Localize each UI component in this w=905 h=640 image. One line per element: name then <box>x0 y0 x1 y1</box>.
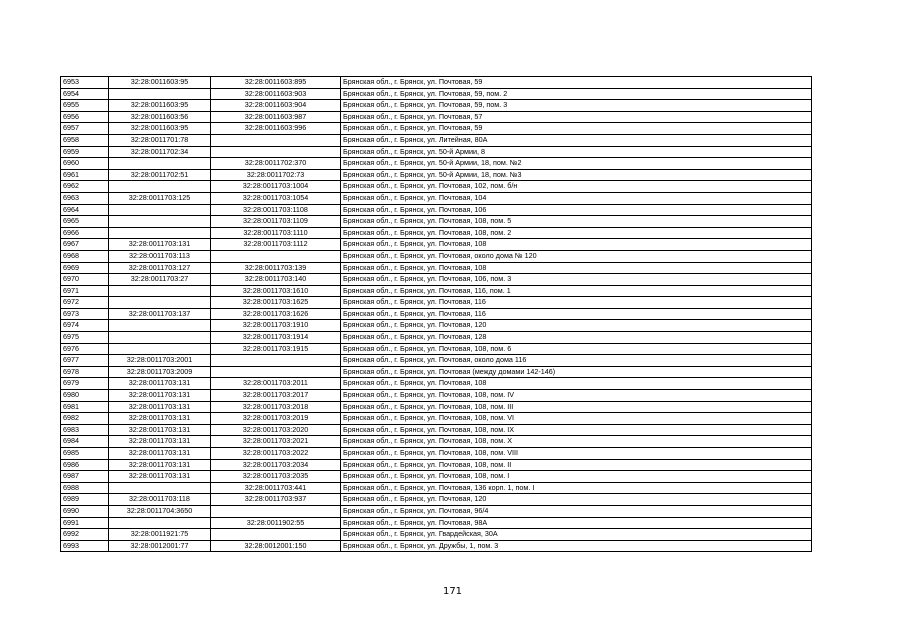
row-number-cell: 6964 <box>61 204 109 216</box>
object-cadastral-number-cell: 32:28:0011703:2034 <box>211 459 341 471</box>
row-number-cell: 6956 <box>61 111 109 123</box>
table-row <box>61 355 812 367</box>
row-number-cell: 6974 <box>61 320 109 332</box>
object-cadastral-number-cell: 32:28:0011703:2021 <box>211 436 341 448</box>
row-number-cell: 6969 <box>61 262 109 274</box>
land-cadastral-number-cell <box>109 227 211 239</box>
address-cell: Брянская обл., г. Брянск, ул. Дружбы, 1, пом. 3 <box>341 540 812 552</box>
address-cell: Брянская обл., г. Брянск, ул. Почтовая, 108, пом. VIII <box>341 448 812 460</box>
table-row <box>61 517 812 529</box>
address-cell: Брянская обл., г. Брянск, ул. Почтовая, 120 <box>341 494 812 506</box>
row-number-cell: 6991 <box>61 517 109 529</box>
row-number-cell: 6989 <box>61 494 109 506</box>
table-row <box>61 250 812 262</box>
row-number-cell: 6985 <box>61 448 109 460</box>
address-cell: Брянская обл., г. Брянск, ул. Почтовая, 108, пом. II <box>341 459 812 471</box>
table-row <box>61 134 812 146</box>
object-cadastral-number-cell: 32:28:0011703:1054 <box>211 192 341 204</box>
land-cadastral-number-cell: 32:28:0011603:95 <box>109 77 211 89</box>
table-row <box>61 413 812 425</box>
row-number-cell: 6988 <box>61 482 109 494</box>
address-cell: Брянская обл., г. Брянск, ул. Почтовая, 106, пом. 3 <box>341 274 812 286</box>
table-row <box>61 471 812 483</box>
row-number-cell: 6955 <box>61 100 109 112</box>
land-cadastral-number-cell <box>109 216 211 228</box>
address-cell: Брянская обл., г. Брянск, ул. Почтовая, 108, пом. X <box>341 436 812 448</box>
row-number-cell: 6990 <box>61 505 109 517</box>
object-cadastral-number-cell: 32:28:0011703:2011 <box>211 378 341 390</box>
row-number-cell: 6965 <box>61 216 109 228</box>
row-number-cell: 6975 <box>61 332 109 344</box>
address-cell: Брянская обл., г. Брянск, ул. Почтовая, 98А <box>341 517 812 529</box>
land-cadastral-number-cell <box>109 517 211 529</box>
address-cell: Брянская обл., г. Брянск, ул. Почтовая, 104 <box>341 192 812 204</box>
land-cadastral-number-cell <box>109 204 211 216</box>
object-cadastral-number-cell: 32:28:0011703:1910 <box>211 320 341 332</box>
row-number-cell: 6980 <box>61 390 109 402</box>
table-row <box>61 158 812 170</box>
land-cadastral-number-cell: 32:28:0011603:95 <box>109 100 211 112</box>
object-cadastral-number-cell: 32:28:0011703:441 <box>211 482 341 494</box>
row-number-cell: 6971 <box>61 285 109 297</box>
land-cadastral-number-cell <box>109 320 211 332</box>
row-number-cell: 6993 <box>61 540 109 552</box>
table-row <box>61 146 812 158</box>
row-number-cell: 6992 <box>61 529 109 541</box>
land-cadastral-number-cell: 32:28:0011703:127 <box>109 262 211 274</box>
row-number-cell: 6966 <box>61 227 109 239</box>
table-body <box>61 77 812 552</box>
row-number-cell: 6961 <box>61 169 109 181</box>
address-cell: Брянская обл., г. Брянск, ул. Почтовая, около дома № 120 <box>341 250 812 262</box>
land-cadastral-number-cell: 32:28:0011701:78 <box>109 134 211 146</box>
object-cadastral-number-cell: 32:28:0011703:139 <box>211 262 341 274</box>
object-cadastral-number-cell: 32:28:0011703:1915 <box>211 343 341 355</box>
object-cadastral-number-cell <box>211 366 341 378</box>
land-cadastral-number-cell: 32:28:0011703:27 <box>109 274 211 286</box>
address-cell: Брянская обл., г. Брянск, ул. Почтовая, 108, пом. I <box>341 471 812 483</box>
land-cadastral-number-cell <box>109 88 211 100</box>
row-number-cell: 6972 <box>61 297 109 309</box>
object-cadastral-number-cell <box>211 134 341 146</box>
table-row <box>61 181 812 193</box>
object-cadastral-number-cell: 32:28:0011703:2022 <box>211 448 341 460</box>
table-row <box>61 320 812 332</box>
object-cadastral-number-cell: 32:28:0011703:140 <box>211 274 341 286</box>
address-cell: Брянская обл., г. Брянск, ул. Почтовая, 108, пом. 2 <box>341 227 812 239</box>
land-cadastral-number-cell: 32:28:0011703:131 <box>109 436 211 448</box>
table-row <box>61 378 812 390</box>
table-row <box>61 274 812 286</box>
table-row <box>61 448 812 460</box>
table-row <box>61 529 812 541</box>
object-cadastral-number-cell: 32:28:0012001:150 <box>211 540 341 552</box>
table-row <box>61 505 812 517</box>
address-cell: Брянская обл., г. Брянск, ул. Почтовая, 59, пом. 3 <box>341 100 812 112</box>
table-row <box>61 169 812 181</box>
row-number-cell: 6954 <box>61 88 109 100</box>
table-row <box>61 390 812 402</box>
address-cell: Брянская обл., г. Брянск, ул. Почтовая, 108, пом. 5 <box>341 216 812 228</box>
object-cadastral-number-cell: 32:28:0011703:2018 <box>211 401 341 413</box>
object-cadastral-number-cell: 32:28:0011603:904 <box>211 100 341 112</box>
land-cadastral-number-cell: 32:28:0011703:131 <box>109 448 211 460</box>
table-row <box>61 111 812 123</box>
table-row <box>61 88 812 100</box>
table-row <box>61 216 812 228</box>
table-row <box>61 123 812 135</box>
table-row <box>61 204 812 216</box>
table-row <box>61 540 812 552</box>
address-cell: Брянская обл., г. Брянск, ул. Почтовая, 102, пом. б/н <box>341 181 812 193</box>
address-cell: Брянская обл., г. Брянск, ул. Почтовая, 108, пом. 6 <box>341 343 812 355</box>
land-cadastral-number-cell: 32:28:0011702:34 <box>109 146 211 158</box>
address-cell: Брянская обл., г. Брянск, ул. Почтовая, около дома 116 <box>341 355 812 367</box>
row-number-cell: 6981 <box>61 401 109 413</box>
page-number: 171 <box>442 586 463 597</box>
address-cell: Брянская обл., г. Брянск, ул. Почтовая, 116 <box>341 308 812 320</box>
address-cell: Брянская обл., г. Брянск, ул. Почтовая, 108 <box>341 378 812 390</box>
row-number-cell: 6970 <box>61 274 109 286</box>
row-number-cell: 6979 <box>61 378 109 390</box>
address-cell: Брянская обл., г. Брянск, ул. Почтовая, 106 <box>341 204 812 216</box>
address-cell: Брянская обл., г. Брянск, ул. Почтовая, 59 <box>341 123 812 135</box>
land-cadastral-number-cell: 32:28:0011703:125 <box>109 192 211 204</box>
table-row <box>61 285 812 297</box>
object-cadastral-number-cell: 32:28:0011603:987 <box>211 111 341 123</box>
address-cell: Брянская обл., г. Брянск, ул. Почтовая, 108 <box>341 239 812 251</box>
object-cadastral-number-cell: 32:28:0011703:2019 <box>211 413 341 425</box>
address-cell: Брянская обл., г. Брянск, ул. Почтовая, 128 <box>341 332 812 344</box>
row-number-cell: 6982 <box>61 413 109 425</box>
row-number-cell: 6976 <box>61 343 109 355</box>
land-cadastral-number-cell <box>109 285 211 297</box>
land-cadastral-number-cell: 32:28:0011703:118 <box>109 494 211 506</box>
object-cadastral-number-cell: 32:28:0011702:73 <box>211 169 341 181</box>
object-cadastral-number-cell: 32:28:0011703:2020 <box>211 424 341 436</box>
land-cadastral-number-cell <box>109 343 211 355</box>
row-number-cell: 6978 <box>61 366 109 378</box>
object-cadastral-number-cell: 32:28:0011703:1914 <box>211 332 341 344</box>
row-number-cell: 6968 <box>61 250 109 262</box>
object-cadastral-number-cell: 32:28:0011703:1109 <box>211 216 341 228</box>
object-cadastral-number-cell: 32:28:0011703:1004 <box>211 181 341 193</box>
address-cell: Брянская обл., г. Брянск, ул. 50-й Армии, 18, пом. №2 <box>341 158 812 170</box>
object-cadastral-number-cell <box>211 250 341 262</box>
land-cadastral-number-cell: 32:28:0011704:3650 <box>109 505 211 517</box>
land-cadastral-number-cell: 32:28:0011703:131 <box>109 401 211 413</box>
table-row <box>61 100 812 112</box>
table-row <box>61 494 812 506</box>
object-cadastral-number-cell: 32:28:0011703:1110 <box>211 227 341 239</box>
row-number-cell: 6984 <box>61 436 109 448</box>
address-cell: Брянская обл., г. Брянск, ул. Почтовая, 108, пом. IX <box>341 424 812 436</box>
object-cadastral-number-cell: 32:28:0011603:996 <box>211 123 341 135</box>
table-row <box>61 297 812 309</box>
object-cadastral-number-cell <box>211 529 341 541</box>
land-cadastral-number-cell: 32:28:0011921:75 <box>109 529 211 541</box>
address-cell: Брянская обл., г. Брянск, ул. Почтовая, 120 <box>341 320 812 332</box>
address-cell: Брянская обл., г. Брянск, ул. Почтовая, 108, пом. III <box>341 401 812 413</box>
row-number-cell: 6958 <box>61 134 109 146</box>
table-row <box>61 401 812 413</box>
land-cadastral-number-cell: 32:28:0011703:131 <box>109 471 211 483</box>
row-number-cell: 6959 <box>61 146 109 158</box>
address-cell: Брянская обл., г. Брянск, ул. Почтовая, 96/4 <box>341 505 812 517</box>
object-cadastral-number-cell: 32:28:0011902:55 <box>211 517 341 529</box>
row-number-cell: 6973 <box>61 308 109 320</box>
address-cell: Брянская обл., г. Брянск, ул. Почтовая, 108, пом. VI <box>341 413 812 425</box>
land-cadastral-number-cell: 32:28:0011603:56 <box>109 111 211 123</box>
row-number-cell: 6977 <box>61 355 109 367</box>
property-table <box>60 76 812 552</box>
land-cadastral-number-cell: 32:28:0011703:131 <box>109 459 211 471</box>
table-row <box>61 308 812 320</box>
land-cadastral-number-cell <box>109 181 211 193</box>
row-number-cell: 6953 <box>61 77 109 89</box>
object-cadastral-number-cell: 32:28:0011703:937 <box>211 494 341 506</box>
row-number-cell: 6960 <box>61 158 109 170</box>
land-cadastral-number-cell: 32:28:0011703:137 <box>109 308 211 320</box>
land-cadastral-number-cell <box>109 297 211 309</box>
object-cadastral-number-cell <box>211 355 341 367</box>
address-cell: Брянская обл., г. Брянск, ул. Почтовая, 116 <box>341 297 812 309</box>
address-cell: Брянская обл., г. Брянск, ул. Почтовая, 59 <box>341 77 812 89</box>
land-cadastral-number-cell: 32:28:0011703:2001 <box>109 355 211 367</box>
table-row <box>61 77 812 89</box>
land-cadastral-number-cell: 32:28:0011703:113 <box>109 250 211 262</box>
row-number-cell: 6967 <box>61 239 109 251</box>
table-row <box>61 227 812 239</box>
object-cadastral-number-cell <box>211 146 341 158</box>
table-row <box>61 343 812 355</box>
address-cell: Брянская обл., г. Брянск, ул. Почтовая (между домами 142-146) <box>341 366 812 378</box>
land-cadastral-number-cell <box>109 158 211 170</box>
row-number-cell: 6963 <box>61 192 109 204</box>
land-cadastral-number-cell: 32:28:0011703:131 <box>109 378 211 390</box>
address-cell: Брянская обл., г. Брянск, ул. Почтовая, 59, пом. 2 <box>341 88 812 100</box>
land-cadastral-number-cell: 32:28:0011702:51 <box>109 169 211 181</box>
address-cell: Брянская обл., г. Брянск, ул. Почтовая, 108, пом. IV <box>341 390 812 402</box>
row-number-cell: 6983 <box>61 424 109 436</box>
address-cell: Брянская обл., г. Брянск, ул. Почтовая, 136 корп. 1, пом. I <box>341 482 812 494</box>
land-cadastral-number-cell: 32:28:0012001:77 <box>109 540 211 552</box>
object-cadastral-number-cell: 32:28:0011703:1610 <box>211 285 341 297</box>
object-cadastral-number-cell: 32:28:0011703:1626 <box>211 308 341 320</box>
address-cell: Брянская обл., г. Брянск, ул. 50-й Армии, 8 <box>341 146 812 158</box>
land-cadastral-number-cell: 32:28:0011703:131 <box>109 239 211 251</box>
land-cadastral-number-cell: 32:28:0011703:131 <box>109 390 211 402</box>
object-cadastral-number-cell: 32:28:0011703:1112 <box>211 239 341 251</box>
land-cadastral-number-cell: 32:28:0011703:2009 <box>109 366 211 378</box>
object-cadastral-number-cell: 32:28:0011702:370 <box>211 158 341 170</box>
address-cell: Брянская обл., г. Брянск, ул. 50-й Армии, 18, пом. №3 <box>341 169 812 181</box>
land-cadastral-number-cell: 32:28:0011703:131 <box>109 413 211 425</box>
address-cell: Брянская обл., г. Брянск, ул. Гвардейская, 30А <box>341 529 812 541</box>
address-cell: Брянская обл., г. Брянск, ул. Литейная, 80А <box>341 134 812 146</box>
land-cadastral-number-cell: 32:28:0011603:95 <box>109 123 211 135</box>
land-cadastral-number-cell <box>109 332 211 344</box>
object-cadastral-number-cell: 32:28:0011703:1625 <box>211 297 341 309</box>
object-cadastral-number-cell <box>211 505 341 517</box>
row-number-cell: 6962 <box>61 181 109 193</box>
row-number-cell: 6957 <box>61 123 109 135</box>
table-row <box>61 192 812 204</box>
table-row <box>61 459 812 471</box>
object-cadastral-number-cell: 32:28:0011703:2017 <box>211 390 341 402</box>
land-cadastral-number-cell <box>109 482 211 494</box>
table-row <box>61 436 812 448</box>
object-cadastral-number-cell: 32:28:0011603:903 <box>211 88 341 100</box>
row-number-cell: 6986 <box>61 459 109 471</box>
object-cadastral-number-cell: 32:28:0011603:895 <box>211 77 341 89</box>
address-cell: Брянская обл., г. Брянск, ул. Почтовая, 116, пом. 1 <box>341 285 812 297</box>
land-cadastral-number-cell: 32:28:0011703:131 <box>109 424 211 436</box>
address-cell: Брянская обл., г. Брянск, ул. Почтовая, 108 <box>341 262 812 274</box>
row-number-cell: 6987 <box>61 471 109 483</box>
object-cadastral-number-cell: 32:28:0011703:2035 <box>211 471 341 483</box>
table-row <box>61 424 812 436</box>
address-cell: Брянская обл., г. Брянск, ул. Почтовая, 57 <box>341 111 812 123</box>
table-row <box>61 332 812 344</box>
table-row <box>61 482 812 494</box>
object-cadastral-number-cell: 32:28:0011703:1108 <box>211 204 341 216</box>
table-row <box>61 262 812 274</box>
table-row <box>61 239 812 251</box>
table-row <box>61 366 812 378</box>
